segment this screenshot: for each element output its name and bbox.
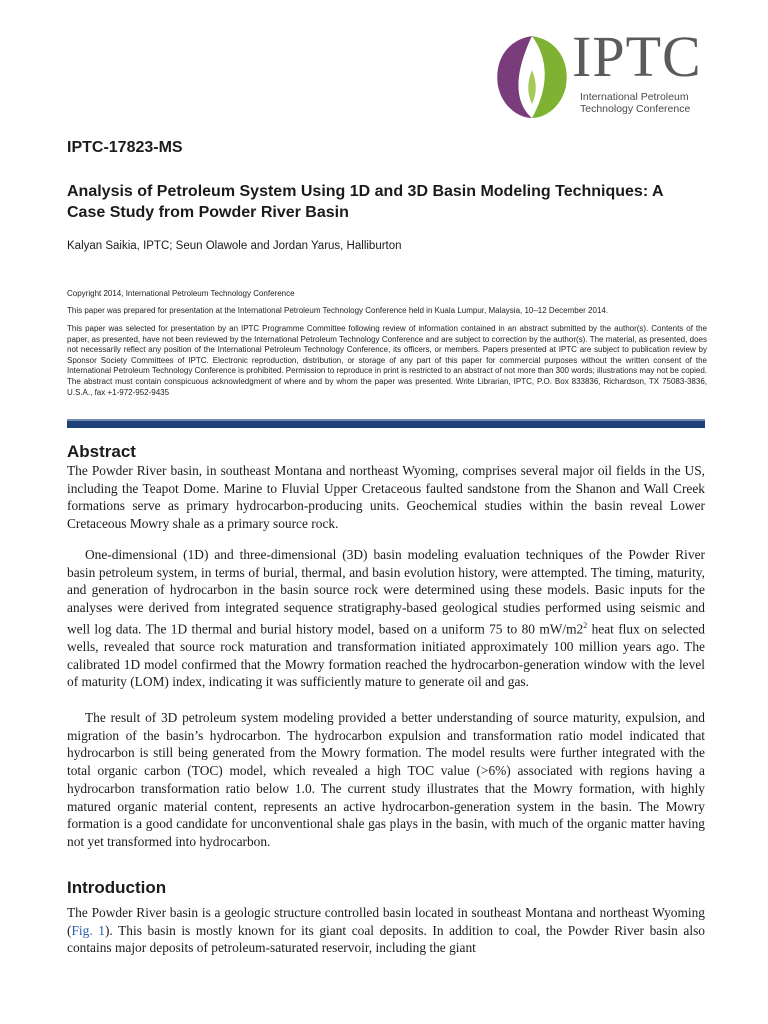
superscript: 2	[583, 620, 588, 630]
paper-id: IPTC-17823-MS	[67, 139, 183, 156]
review-disclaimer: This paper was selected for presentation by an IPTC Programme Committee following review of information contained in an abstract submitted by the author(s). Contents of the paper, as presented, have not been reviewed by the International Petroleum Technology Conference and are subject to correction by the author(s). The material, as presented, does not necessarily reflect any position of the International Petroleum Technology Conference, its officers, or members. Papers presented at IPTC are subject to publication review by Sponsor Society Committees of IPTC. Electronic reproduction, distribution, or storage of any part of this paper for commercial purposes without the written consent of the International Petroleum Technology Conference is prohibited. Permission to reproduce in print is restricted to an abstract of not more than 300 words; illustrations may not be copied. The abstract must contain conspicuous acknowledgment of where and by whom the paper was presented. Write Librarian, IPTC, P.O. Box 833836, Richardson, TX 75083-3836, U.S.A., fax +1-972-952-9435	[67, 324, 707, 397]
logo-wordmark: IPTC	[572, 24, 702, 89]
introduction-text-b: ). This basin is mostly known for its giant coal deposits. In addition to coal, the Powder River basin also contains major deposits of petroleum-saturated reservoir, including the giant	[67, 922, 705, 956]
figure-1-link[interactable]: Fig. 1	[71, 922, 105, 938]
flame-icon	[492, 32, 572, 122]
abstract-paragraph-2	[67, 546, 705, 691]
abstract-paragraph-1: The Powder River basin, in southeast Montana and northeast Wyoming, comprises several major oil fields in the US, including the Teapot Dome. Marine to Fluvial Upper Cretaceous faulted sandstone from the Shanon and Wall Creek formations serve as primary hydrocarbon-producing units. Geochemical studies within the basin reveal Lower Cretaceous Mowry shale as a primary source rock.	[67, 463, 705, 532]
introduction-text-a: The Powder River basin is a geologic structure controlled basin located in southeast Montana and northeast Wyoming (	[67, 905, 705, 938]
introduction-paragraph-1	[67, 904, 705, 957]
authors: Kalyan Saikia, IPTC; Seun Olawole and Jordan Yarus, Halliburton	[67, 240, 402, 252]
abstract-paragraph-2-text-a: One-dimensional (1D) and three-dimensional (3D) basin modeling evaluation techniques of the Powder River basin petroleum system, in terms of burial, thermal, and basin evolution history, were attempted. The timing, maturity, and generation of hydrocarbon in the basin source rock were determined using these models. Basic inputs for the analyses were derived from integrated sequence stratigraphy-based geological studies performed using seismic and well log data. The 1D thermal and burial history model, based on a uniform 75 to 80 mW/m2	[67, 547, 705, 637]
abstract-heading: Abstract	[67, 442, 136, 461]
section-divider	[67, 419, 705, 428]
logo-subtitle-line2: Technology Conference	[580, 103, 691, 115]
logo-subtitle-line1: International Petroleum	[580, 91, 689, 103]
copyright-line: Copyright 2014, International Petroleum Technology Conference	[67, 289, 295, 298]
paper-title: Analysis of Petroleum System Using 1D and 3D Basin Modeling Techniques: A Case Study from Powder River Basin	[67, 183, 663, 221]
abstract-paragraph-3: The result of 3D petroleum system modeling provided a better understanding of source maturity, expulsion, and migration of the basin’s hydrocarbon. The hydrocarbon expulsion and transformation ratio model indicated that hydrocarbon is still being generated from the Mowry formation. The model results were further integrated with the total organic carbon (TOC) model, which revealed a high TOC value (>6%) associated with regions having a hydrocarbon transformation ratio below 1.0. The current study illustrates that the Mowry formation, with highly matured organic material content, represents an active hydrocarbon-generation system in the basin. The Mowry formation is a good candidate for unconventional shale gas plays in the basin, with much of the organic matter having not yet transformed into hydrocarbon.	[67, 710, 705, 849]
presentation-note: This paper was prepared for presentation at the International Petroleum Technology Conference held in Kuala Lumpur, Malaysia, 10–12 December 2014.	[67, 306, 609, 315]
iptc-logo	[492, 24, 722, 122]
introduction-heading: Introduction	[67, 878, 167, 897]
abstract-paragraph-2-text-b: heat flux on selected wells, revealed that source rock maturation and transformation initiated approximately 100 million years ago. The calibrated 1D model confirmed that the Mowry formation reached the hydrocarbon-generation window with the level of maturity (LOM) index, indicating it was sufficiently mature to generate oil and gas.	[67, 621, 705, 690]
